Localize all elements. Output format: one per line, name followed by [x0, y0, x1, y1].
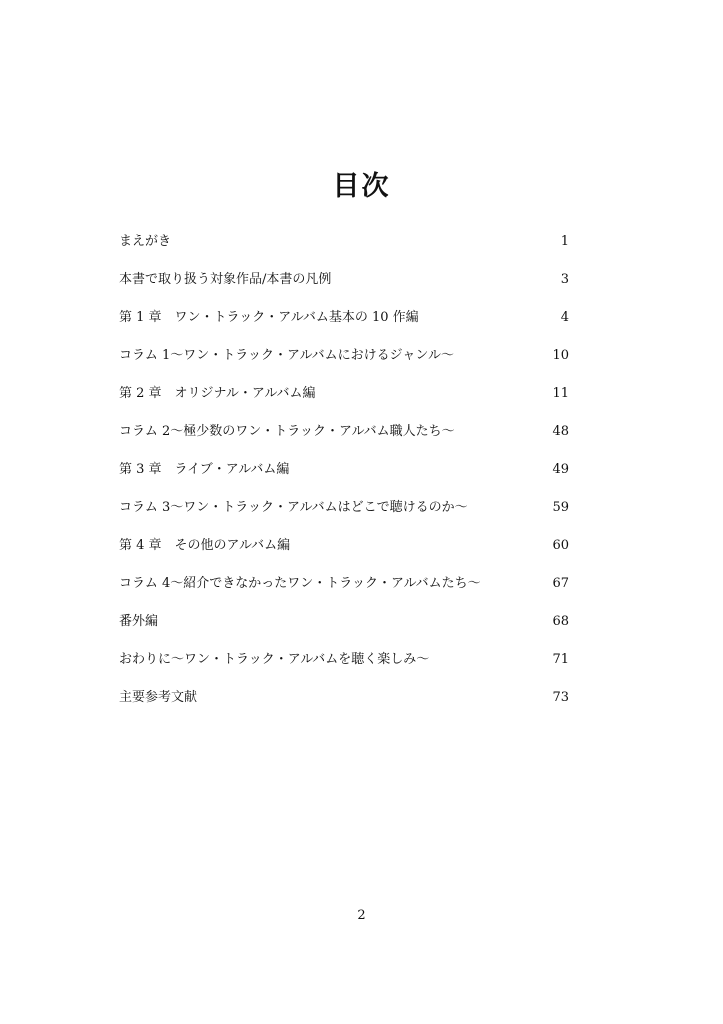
toc-entry-chapter-1 — [119, 299, 569, 337]
toc-entry-page: 10 — [552, 348, 569, 363]
toc-entry-page: 60 — [552, 538, 569, 553]
toc-entry-page: 71 — [552, 652, 569, 667]
toc-entry-label: 第 1 章 ワン・トラック・アルバム基本の 10 作編 — [119, 310, 419, 325]
toc-entry-chapter-4 — [119, 527, 569, 565]
toc-entry-extra — [119, 603, 569, 641]
page-number: 2 — [357, 908, 366, 923]
toc-entry-page: 1 — [560, 234, 569, 249]
toc-entry-scope-notes — [119, 261, 569, 299]
toc-entry-column-1 — [119, 337, 569, 375]
toc-entry-label: コラム 1～ワン・トラック・アルバムにおけるジャンル～ — [119, 348, 454, 363]
toc-entry-references — [119, 679, 569, 717]
toc-entry-column-4 — [119, 565, 569, 603]
toc-entry-page: 11 — [552, 386, 569, 401]
page-title: 目次 — [332, 171, 391, 203]
toc-entry-page: 68 — [552, 614, 569, 629]
toc-entry-page: 4 — [560, 310, 569, 325]
toc-entry-column-2 — [119, 413, 569, 451]
toc-entry-page: 49 — [552, 462, 569, 477]
toc-entry-preface — [119, 223, 569, 261]
toc-entry-page: 67 — [552, 576, 569, 591]
toc-entry-label: 主要参考文献 — [119, 690, 198, 705]
toc-entry-page: 59 — [552, 500, 569, 515]
toc-entry-label: おわりに～ワン・トラック・アルバムを聴く楽しみ～ — [119, 652, 430, 667]
toc-entry-label: 番外編 — [119, 614, 159, 629]
toc-entry-label: コラム 2～極少数のワン・トラック・アルバム職人たち～ — [119, 424, 455, 439]
toc-entry-page: 3 — [560, 272, 569, 287]
toc-entry-column-3 — [119, 489, 569, 527]
toc-entry-page: 48 — [552, 424, 569, 439]
toc-entry-page: 73 — [552, 690, 569, 705]
toc-entry-label: 第 3 章 ライブ・アルバム編 — [119, 462, 290, 477]
toc-entry-label: コラム 3～ワン・トラック・アルバムはどこで聴けるのか～ — [119, 500, 468, 515]
toc-entry-label: コラム 4～紹介できなかったワン・トラック・アルバムたち～ — [119, 576, 481, 591]
toc-entry-chapter-3 — [119, 451, 569, 489]
toc-entry-label: まえがき — [119, 234, 172, 249]
toc-entry-label: 本書で取り扱う対象作品/本書の凡例 — [119, 272, 332, 287]
toc-entry-label: 第 2 章 オリジナル・アルバム編 — [119, 386, 316, 401]
toc-entry-afterword — [119, 641, 569, 679]
toc-entry-chapter-2 — [119, 375, 569, 413]
table-of-contents — [119, 223, 569, 717]
toc-entry-label: 第 4 章 その他のアルバム編 — [119, 538, 291, 553]
